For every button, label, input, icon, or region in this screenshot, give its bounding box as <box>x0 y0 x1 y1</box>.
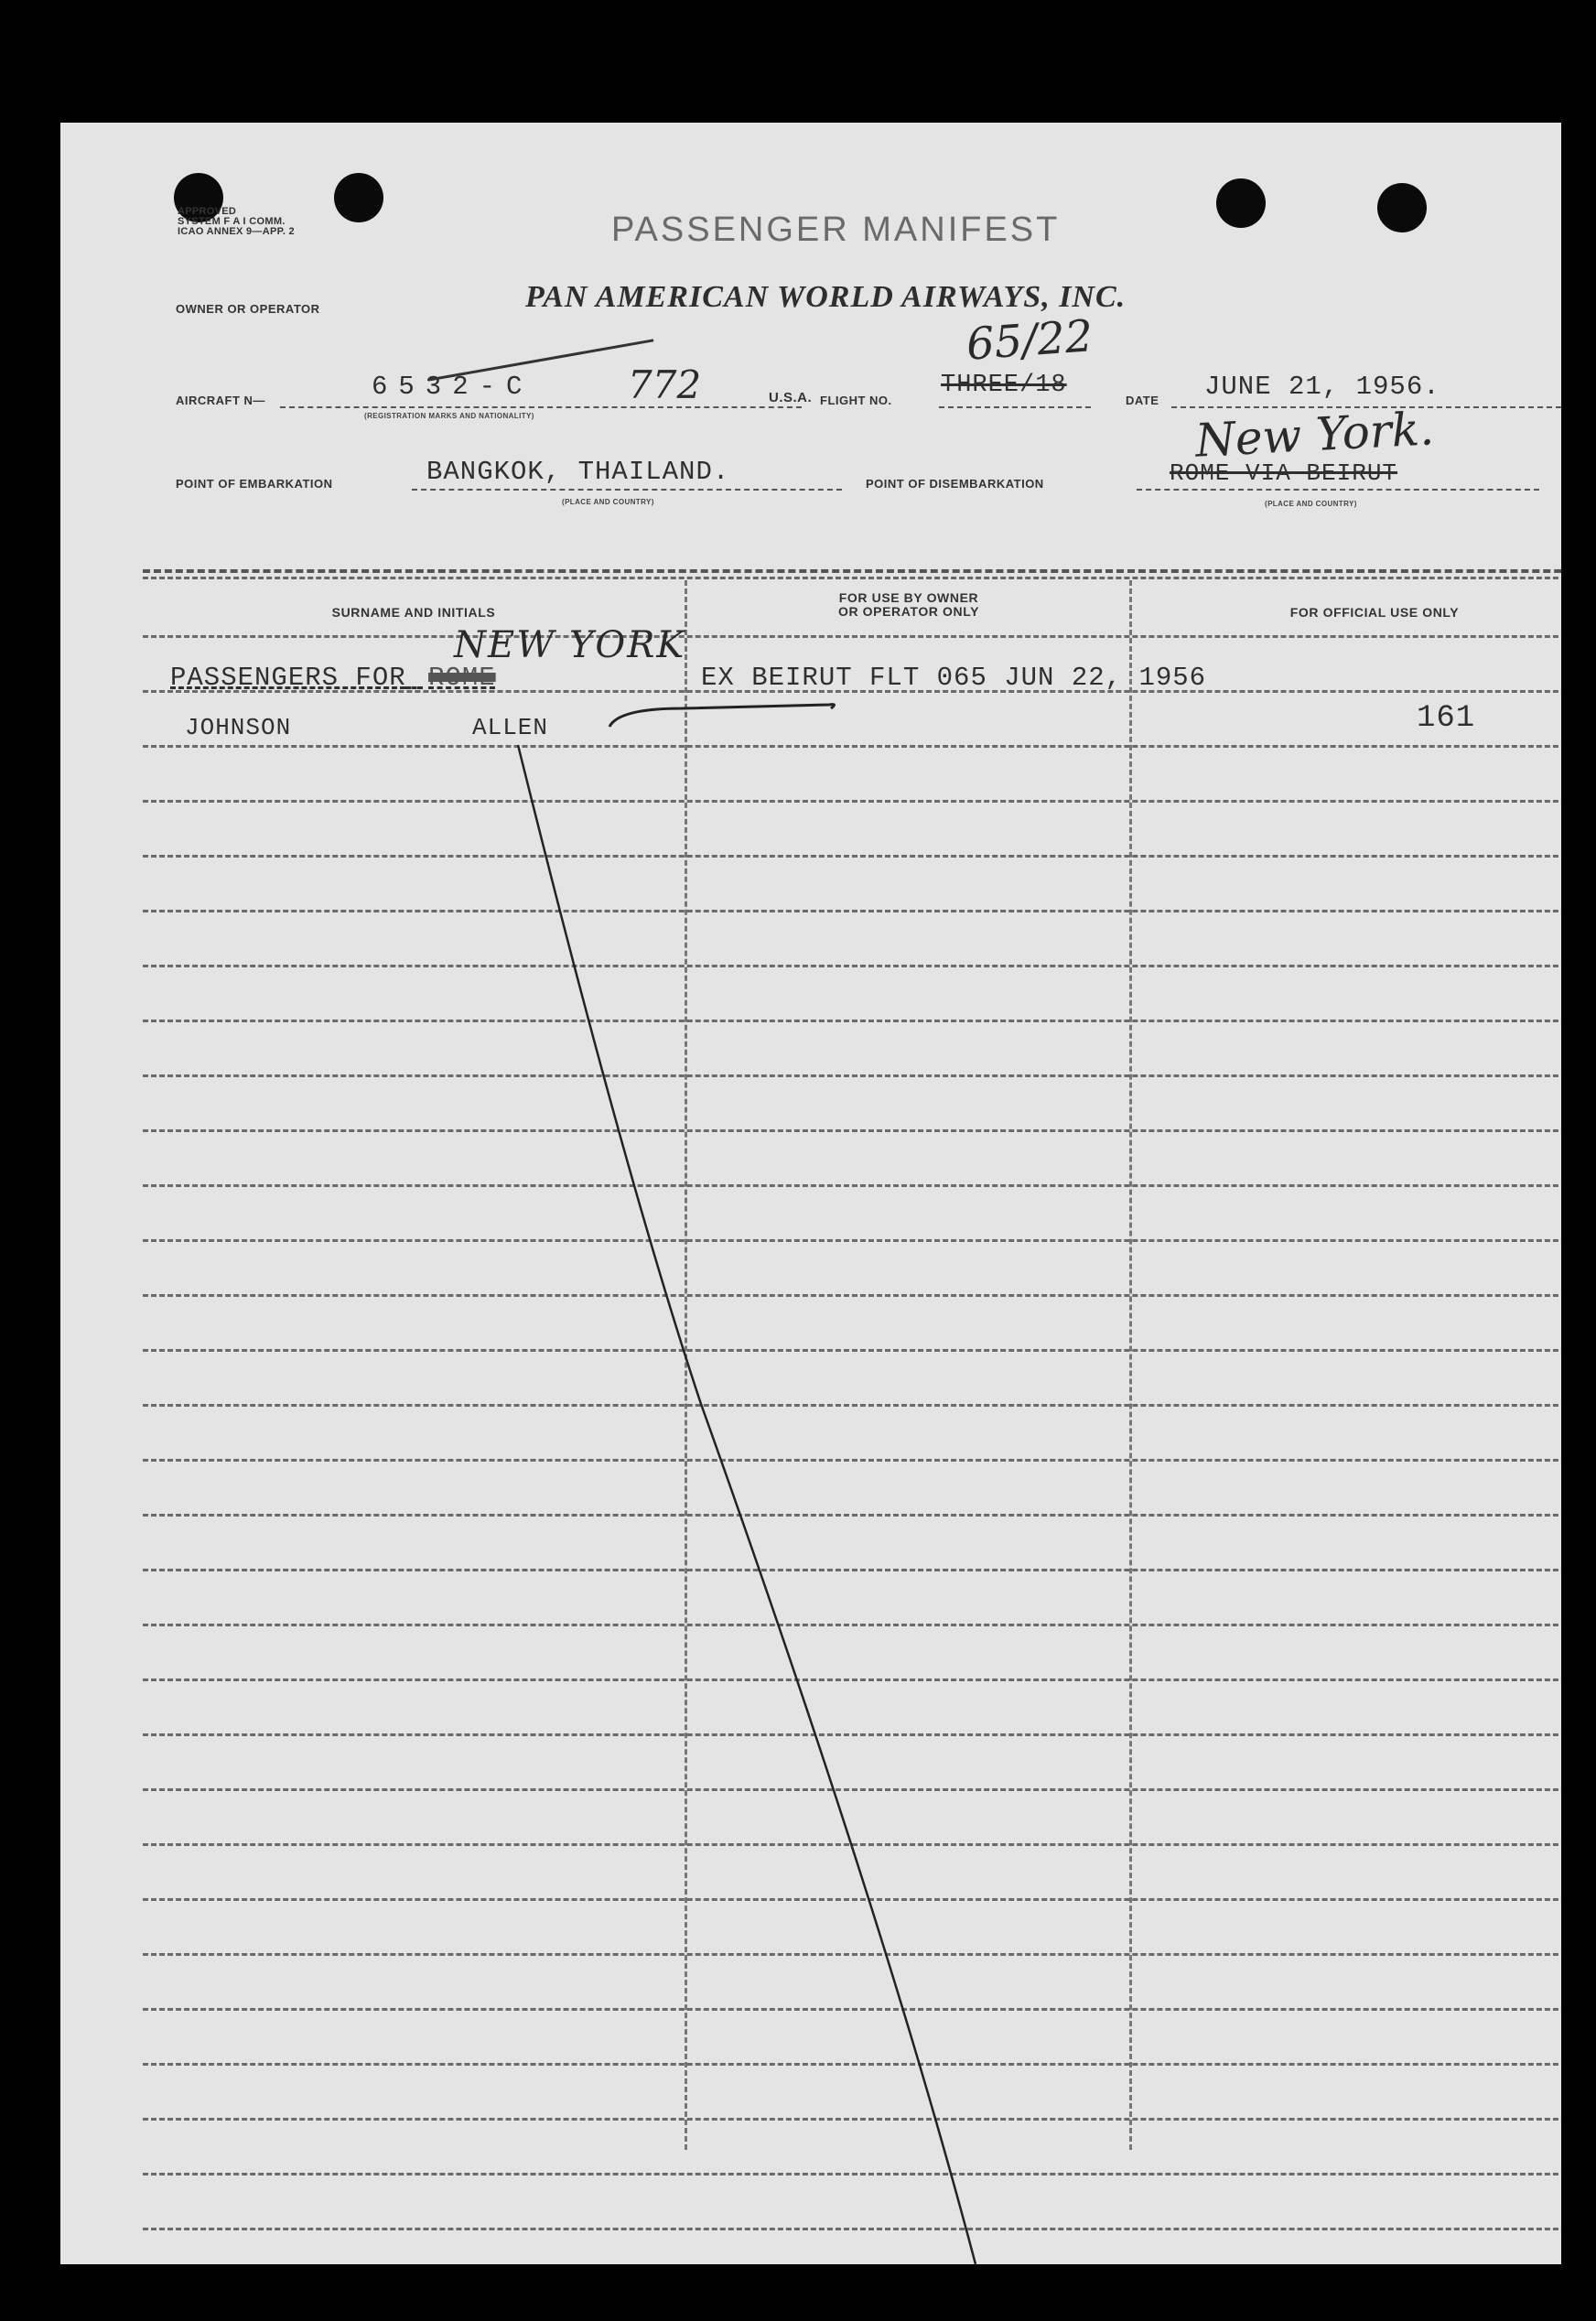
col-header-official-use: FOR OFFICIAL USE ONLY <box>1289 605 1460 620</box>
disembarkation-caption: (PLACE AND COUNTRY) <box>1265 500 1357 508</box>
approval-line: APPROVED <box>178 206 237 217</box>
col-header-owner-line1: FOR USE BY OWNER <box>838 590 979 605</box>
owner-handwritten-note: 65/22 <box>965 310 1095 371</box>
passengers-for-struck: ROME <box>428 663 496 693</box>
aircraft-number: 6532-C <box>372 372 534 402</box>
passenger-initials: ALLEN <box>472 714 549 741</box>
approval-line: ICAO ANNEX 9—APP. 2 <box>178 226 295 237</box>
disembarkation-label: POINT OF DISEMBARKATION <box>866 477 1044 491</box>
aircraft-handwritten: 772 <box>628 362 702 407</box>
embarkation-caption: (PLACE AND COUNTRY) <box>562 498 654 506</box>
disembarkation-handwritten: New York. <box>1193 402 1436 468</box>
disembarkation-struck: ROME VIA BEIRUT <box>1170 459 1398 487</box>
col-header-surname: SURNAME AND INITIALS <box>331 605 496 620</box>
handwritten-strokes <box>60 123 1561 2264</box>
page-title: PASSENGER MANIFEST <box>611 211 1061 249</box>
flight-no: THREE/18 <box>941 372 1067 399</box>
embarkation-value: BANGKOK, THAILAND. <box>426 457 730 487</box>
nationality: U.S.A. <box>769 390 813 405</box>
manifest-sheet <box>60 123 1561 2264</box>
passengers-for-prefix: PASSENGERS FOR <box>170 663 406 693</box>
col-header-owner-line2: OR OPERATOR ONLY <box>837 604 980 619</box>
handwritten-arrow-bracket <box>609 705 835 728</box>
passenger-surname: JOHNSON <box>185 714 292 741</box>
date-label: DATE <box>1126 394 1159 407</box>
passengers-flight-note: EX BEIRUT FLT 065 JUN 22, 1956 <box>701 663 1207 693</box>
approval-line: SYSTEM F A I COMM. <box>178 216 286 227</box>
embarkation-label: POINT OF EMBARKATION <box>176 477 333 491</box>
date-value: JUNE 21, 1956. <box>1204 372 1440 402</box>
flight-no-label: FLIGHT NO. <box>820 394 892 407</box>
registration-caption: (REGISTRATION MARKS AND NATIONALITY) <box>364 412 534 420</box>
aircraft-label: AIRCRAFT N— <box>176 394 265 407</box>
passenger-official-number: 161 <box>1417 701 1476 736</box>
passengers-for-handwritten: NEW YORK <box>454 624 686 666</box>
cancel-stroke <box>518 745 976 2264</box>
owner-value: PAN AMERICAN WORLD AIRWAYS, INC. <box>525 280 1127 314</box>
owner-label: OWNER OR OPERATOR <box>176 302 320 316</box>
